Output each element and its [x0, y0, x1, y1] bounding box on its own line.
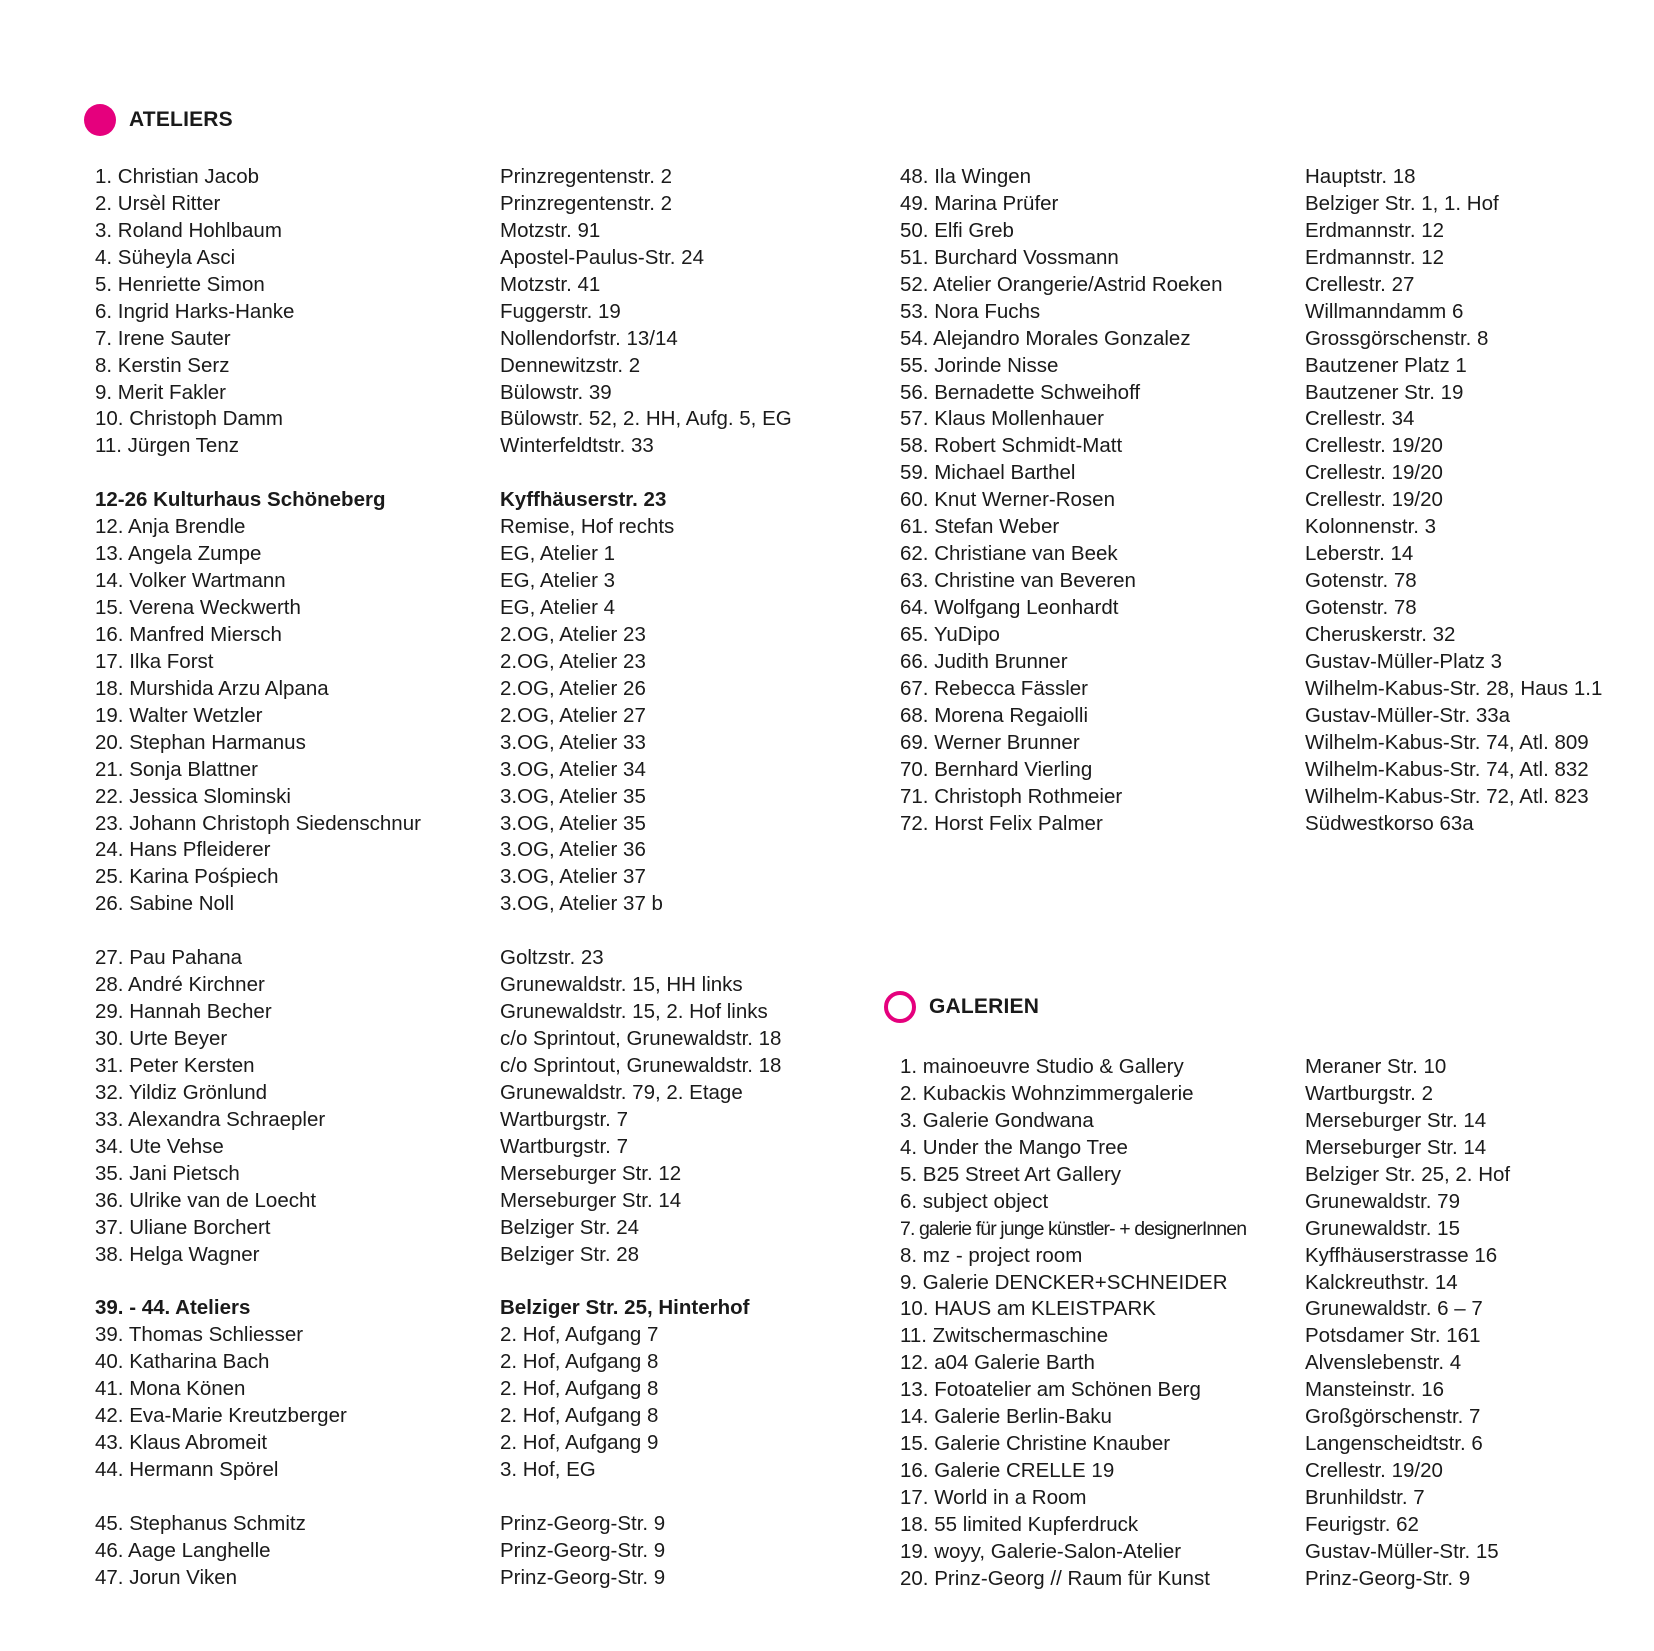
entry-name: 71. Christoph Rothmeier	[900, 784, 1123, 808]
entry-address: Crellestr. 34	[1305, 407, 1415, 431]
entry-name: 68. Morena Regaiolli	[900, 703, 1089, 727]
entry-name: 19. woyy, Galerie-Salon-Atelier	[900, 1539, 1182, 1563]
filled-circle-icon	[84, 104, 116, 136]
entry-name: 14. Galerie Berlin-Baku	[900, 1405, 1112, 1429]
entry-name: 26. Sabine Noll	[95, 892, 235, 916]
entry-address: Hauptstr. 18	[1305, 165, 1416, 188]
entry-name: 9. Galerie DENCKER+SCHNEIDER	[900, 1270, 1228, 1294]
entry-address: 2. Hof, Aufgang 9	[500, 1431, 659, 1455]
entry-name: 6. Ingrid Harks-Hanke	[95, 299, 295, 323]
entry-name: 53. Nora Fuchs	[900, 299, 1041, 323]
entry-name: 20. Prinz-Georg // Raum für Kunst	[900, 1566, 1210, 1590]
entry-name: 66. Judith Brunner	[900, 649, 1068, 673]
entry-name: 64. Wolfgang Leonhardt	[900, 596, 1119, 619]
entry-name: 37. Uliane Borchert	[95, 1215, 271, 1239]
entry-address: Gotenstr. 78	[1305, 596, 1417, 619]
entry-name: 9. Merit Fakler	[95, 380, 226, 404]
entry-address: Erdmannstr. 12	[1305, 218, 1445, 242]
entry-address: c/o Sprintout, Grunewaldstr. 18	[500, 1053, 782, 1077]
entry-address: Willmanndamm 6	[1305, 299, 1464, 323]
entry-name: 51. Burchard Vossmann	[900, 245, 1119, 269]
entry-name: 61. Stefan Weber	[900, 515, 1060, 539]
entry-address: Apostel-Paulus-Str. 24	[500, 245, 704, 269]
entry-name: 17. Ilka Forst	[95, 649, 214, 673]
entry-name: 41. Mona Könen	[95, 1377, 246, 1401]
entry-address: Cheruskerstr. 32	[1305, 622, 1456, 646]
entry-name: 18. Murshida Arzu Alpana	[95, 676, 329, 700]
entry-name: 4. Süheyla Asci	[95, 245, 236, 269]
entry-name: 45. Stephanus Schmitz	[95, 1511, 306, 1535]
entry-address: Wilhelm-Kabus-Str. 74, Atl. 809	[1305, 730, 1589, 754]
entry-address: Goltzstr. 23	[500, 946, 604, 970]
entry-name: 47. Jorun Viken	[95, 1565, 238, 1589]
entry-address: Wartburgstr. 7	[500, 1107, 628, 1131]
entry-address: Belziger Str. 28	[500, 1242, 640, 1266]
entry-address: Bautzener Str. 19	[1305, 380, 1464, 404]
entry-name: 65. YuDipo	[900, 622, 1000, 646]
entry-name: 14. Volker Wartmann	[95, 569, 286, 593]
entry-address: Wartburgstr. 2	[1305, 1081, 1433, 1105]
entry-address: Belziger Str. 24	[500, 1215, 640, 1239]
entry-address: Prinz-Georg-Str. 9	[1305, 1566, 1471, 1590]
entry-name: 29. Hannah Becher	[95, 1000, 272, 1024]
entry-name: 62. Christiane van Beek	[900, 542, 1118, 566]
entry-name: 13. Angela Zumpe	[95, 542, 262, 566]
entry-address: Südwestkorso 63a	[1305, 811, 1474, 835]
entry-address: Remise, Hof rechts	[500, 515, 675, 539]
entry-name: 56. Bernadette Schweihoff	[900, 380, 1141, 404]
entry-name: 40. Katharina Bach	[95, 1350, 270, 1374]
entry-address: Grunewaldstr. 15, 2. Hof links	[500, 1000, 768, 1024]
entry-address: c/o Sprintout, Grunewaldstr. 18	[500, 1027, 782, 1050]
entry-address: Meraner Str. 10	[1305, 1055, 1447, 1078]
entry-address: Grunewaldstr. 79	[1305, 1189, 1460, 1213]
entry-address: Erdmannstr. 12	[1305, 245, 1445, 269]
entry-name: 12-26 Kulturhaus Schöneberg	[95, 488, 386, 512]
entry-address: Crellestr. 19/20	[1305, 1459, 1443, 1483]
entry-address: Crellestr. 19/20	[1305, 461, 1443, 485]
entry-name: 72. Horst Felix Palmer	[900, 811, 1103, 835]
outline-circle-icon	[884, 991, 916, 1023]
entry-address: Winterfeldtstr. 33	[500, 434, 654, 458]
entry-name: 36. Ulrike van de Loecht	[95, 1188, 317, 1212]
entry-name: 59. Michael Barthel	[900, 461, 1076, 485]
entry-address: 3.OG, Atelier 35	[500, 784, 646, 808]
entry-name: 48. Ila Wingen	[900, 165, 1032, 188]
entry-address: Grunewaldstr. 15, HH links	[500, 973, 743, 997]
entry-address: Prinz-Georg-Str. 9	[500, 1565, 666, 1589]
entry-address: Gustav-Müller-Str. 15	[1305, 1539, 1499, 1563]
entry-name: 58. Robert Schmidt-Matt	[900, 434, 1123, 458]
entry-name: 60. Knut Werner-Rosen	[900, 488, 1115, 512]
entry-address: 2. Hof, Aufgang 7	[500, 1323, 659, 1347]
entry-address: Merseburger Str. 14	[500, 1188, 682, 1212]
entry-address: Merseburger Str. 14	[1305, 1135, 1487, 1159]
entry-address: Wilhelm-Kabus-Str. 72, Atl. 823	[1305, 784, 1589, 808]
entry-name: 57. Klaus Mollenhauer	[900, 407, 1104, 431]
entry-name: 10. HAUS am KLEISTPARK	[900, 1297, 1156, 1321]
entry-name: 6. subject object	[900, 1189, 1049, 1213]
entry-address: 3.OG, Atelier 35	[500, 811, 646, 835]
entry-name: 70. Bernhard Vierling	[900, 757, 1093, 781]
entry-name: 21. Sonja Blattner	[95, 757, 258, 781]
entry-name: 1. mainoeuvre Studio & Gallery	[900, 1055, 1184, 1078]
entry-name: 12. a04 Galerie Barth	[900, 1351, 1095, 1375]
entry-address: Crellestr. 27	[1305, 272, 1415, 296]
entry-address: Belziger Str. 25, Hinterhof	[500, 1296, 750, 1320]
entry-name: 44. Hermann Spörel	[95, 1458, 279, 1481]
entry-name: 8. mz - project room	[900, 1243, 1083, 1267]
entry-name: 10. Christoph Damm	[95, 407, 283, 431]
entry-name: 67. Rebecca Fässler	[900, 676, 1089, 700]
entry-address: Feurigstr. 62	[1305, 1512, 1419, 1536]
entry-address: Prinz-Georg-Str. 9	[500, 1511, 666, 1535]
entry-address: Merseburger Str. 14	[1305, 1108, 1487, 1132]
entry-name: 3. Roland Hohlbaum	[95, 218, 282, 242]
entry-address: Belziger Str. 1, 1. Hof	[1305, 191, 1499, 215]
entry-name: 11. Jürgen Tenz	[95, 434, 239, 458]
entry-name: 20. Stephan Harmanus	[95, 730, 306, 754]
entry-name: 15. Verena Weckwerth	[95, 596, 301, 619]
entry-address: 2.OG, Atelier 23	[500, 649, 646, 673]
entry-address: Kyffhäuserstr. 23	[500, 488, 667, 512]
entry-address: Kolonnenstr. 3	[1305, 515, 1437, 539]
entry-name: 7. galerie für junge künstler- + designerInnen	[900, 1217, 1247, 1240]
entry-address: Dennewitzstr. 2	[500, 353, 641, 377]
entry-name: 16. Manfred Miersch	[95, 622, 282, 646]
entry-address: Motzstr. 91	[500, 218, 601, 242]
entry-address: 3.OG, Atelier 36	[500, 838, 646, 862]
entry-address: 2.OG, Atelier 23	[500, 622, 646, 646]
entry-address: 2. Hof, Aufgang 8	[500, 1350, 659, 1374]
entry-name: 69. Werner Brunner	[900, 730, 1080, 754]
entry-address: Gotenstr. 78	[1305, 569, 1417, 593]
entry-address: Grunewaldstr. 79, 2. Etage	[500, 1080, 743, 1104]
entry-name: 5. B25 Street Art Gallery	[900, 1162, 1122, 1186]
entry-address: Merseburger Str. 12	[500, 1161, 682, 1185]
entry-name: 25. Karina Pośpiech	[95, 865, 279, 889]
entry-name: 4. Under the Mango Tree	[900, 1135, 1128, 1159]
entry-address: Leberstr. 14	[1305, 542, 1414, 566]
entry-name: 15. Galerie Christine Knauber	[900, 1432, 1171, 1456]
entry-address: Mansteinstr. 16	[1305, 1378, 1445, 1402]
entry-name: 38. Helga Wagner	[95, 1242, 260, 1266]
entry-address: EG, Atelier 4	[500, 596, 616, 619]
entry-address: 2.OG, Atelier 27	[500, 703, 646, 727]
galerien-heading	[884, 991, 1039, 1023]
entry-address: Grunewaldstr. 6 – 7	[1305, 1297, 1483, 1321]
entry-name: 54. Alejandro Morales Gonzalez	[900, 326, 1191, 350]
entry-address: EG, Atelier 3	[500, 569, 616, 593]
entry-name: 3. Galerie Gondwana	[900, 1108, 1094, 1132]
entry-name: 52. Atelier Orangerie/Astrid Roeken	[900, 272, 1223, 296]
entry-name: 5. Henriette Simon	[95, 272, 265, 296]
entry-address: Gustav-Müller-Platz 3	[1305, 649, 1503, 673]
entry-address: Langenscheidtstr. 6	[1305, 1432, 1483, 1456]
entry-name: 39. Thomas Schliesser	[95, 1323, 304, 1347]
entry-address: Nollendorfstr. 13/14	[500, 326, 678, 350]
entry-name: 12. Anja Brendle	[95, 515, 246, 539]
entry-name: 49. Marina Prüfer	[900, 191, 1059, 215]
entry-address: Wilhelm-Kabus-Str. 28, Haus 1.1	[1305, 676, 1603, 700]
entry-address: Potsdamer Str. 161	[1305, 1324, 1481, 1348]
entry-name: 46. Aage Langhelle	[95, 1538, 271, 1562]
entry-name: 31. Peter Kersten	[95, 1053, 255, 1077]
entry-address: Grunewaldstr. 15	[1305, 1216, 1460, 1240]
entry-name: 34. Ute Vehse	[95, 1134, 224, 1158]
entry-name: 18. 55 limited Kupferdruck	[900, 1512, 1139, 1536]
entry-name: 24. Hans Pfleiderer	[95, 838, 271, 862]
entry-address: 2. Hof, Aufgang 8	[500, 1404, 659, 1428]
entry-address: Crellestr. 19/20	[1305, 488, 1443, 512]
entry-name: 27. Pau Pahana	[95, 946, 243, 970]
entry-address: 3.OG, Atelier 37	[500, 865, 646, 889]
entry-name: 7. Irene Sauter	[95, 326, 231, 350]
entry-address: Prinz-Georg-Str. 9	[500, 1538, 666, 1562]
ateliers-heading	[84, 104, 233, 136]
entry-address: Großgörschenstr. 7	[1305, 1405, 1481, 1429]
entry-address: Wilhelm-Kabus-Str. 74, Atl. 832	[1305, 757, 1589, 781]
entry-address: 2. Hof, Aufgang 8	[500, 1377, 659, 1401]
entry-address: Belziger Str. 25, 2. Hof	[1305, 1162, 1511, 1186]
entry-name: 1. Christian Jacob	[95, 165, 260, 188]
entry-address: Fuggerstr. 19	[500, 299, 621, 323]
entry-name: 39. - 44. Ateliers	[95, 1296, 251, 1320]
entry-address: Bautzener Platz 1	[1305, 353, 1467, 377]
entry-address: Kyffhäuserstrasse 16	[1305, 1243, 1498, 1267]
entry-name: 13. Fotoatelier am Schönen Berg	[900, 1378, 1201, 1402]
entry-name: 8. Kerstin Serz	[95, 353, 230, 377]
entry-address: 2.OG, Atelier 26	[500, 676, 646, 700]
entry-name: 50. Elfi Greb	[900, 218, 1014, 242]
entry-address: Gustav-Müller-Str. 33a	[1305, 703, 1511, 727]
entry-address: EG, Atelier 1	[500, 542, 616, 566]
entry-address: 3. Hof, EG	[500, 1458, 596, 1481]
ateliers-title: ATELIERS	[129, 108, 233, 131]
entry-name: 23. Johann Christoph Siedenschnur	[95, 811, 421, 835]
entry-name: 16. Galerie CRELLE 19	[900, 1459, 1115, 1483]
entry-name: 33. Alexandra Schraepler	[95, 1107, 326, 1131]
entry-name: 19. Walter Wetzler	[95, 703, 263, 727]
entry-address: Brunhildstr. 7	[1305, 1486, 1425, 1509]
galerien-title: GALERIEN	[929, 995, 1040, 1018]
entry-name: 22. Jessica Slominski	[95, 784, 291, 808]
entry-address: Alvenslebenstr. 4	[1305, 1351, 1462, 1375]
entry-address: 3.OG, Atelier 33	[500, 730, 646, 754]
entry-name: 11. Zwitschermaschine	[900, 1324, 1109, 1348]
entry-name: 17. World in a Room	[900, 1486, 1087, 1509]
entry-address: 3.OG, Atelier 37 b	[500, 892, 663, 916]
entry-name: 42. Eva-Marie Kreutzberger	[95, 1404, 347, 1428]
entry-address: Grossgörschenstr. 8	[1305, 326, 1489, 350]
entry-name: 2. Kubackis Wohnzimmergalerie	[900, 1081, 1194, 1105]
entry-address: Motzstr. 41	[500, 272, 601, 296]
entry-address: Bülowstr. 52, 2. HH, Aufg. 5, EG	[500, 407, 792, 431]
entry-name: 32. Yildiz Grönlund	[95, 1080, 268, 1104]
entry-address: Wartburgstr. 7	[500, 1134, 628, 1158]
entry-name: 30. Urte Beyer	[95, 1027, 228, 1050]
entry-name: 2. Ursèl Ritter	[95, 191, 221, 215]
entry-address: Prinzregentenstr. 2	[500, 191, 673, 215]
entry-name: 35. Jani Pietsch	[95, 1161, 240, 1185]
entry-address: Kalckreuthstr. 14	[1305, 1270, 1458, 1294]
entry-name: 55. Jorinde Nisse	[900, 353, 1059, 377]
entry-name: 28. André Kirchner	[95, 973, 265, 997]
entry-address: Crellestr. 19/20	[1305, 434, 1443, 458]
entry-address: Prinzregentenstr. 2	[500, 165, 673, 188]
entry-address: Bülowstr. 39	[500, 380, 612, 404]
entry-name: 43. Klaus Abromeit	[95, 1431, 268, 1455]
entry-address: 3.OG, Atelier 34	[500, 757, 646, 781]
entry-name: 63. Christine van Beveren	[900, 569, 1136, 593]
